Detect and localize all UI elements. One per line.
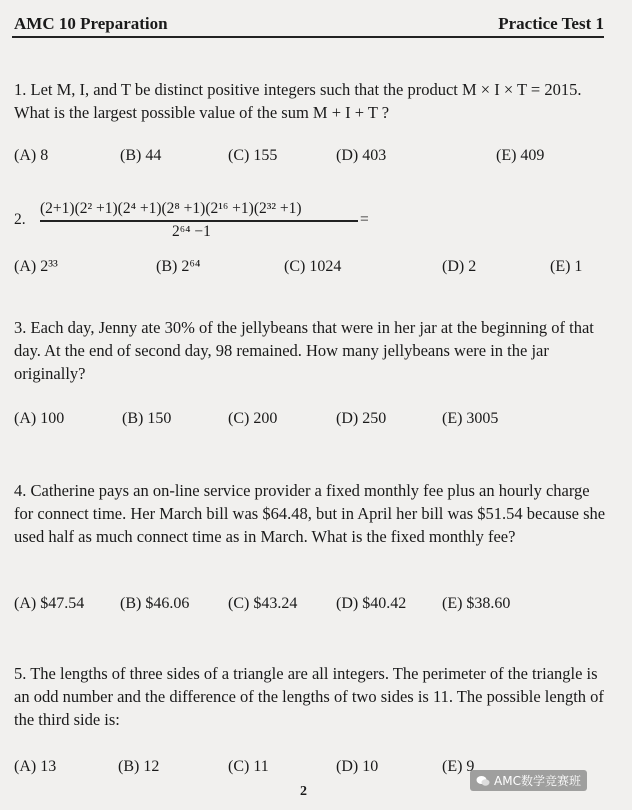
choice-c: (C) 1024 [284, 258, 342, 275]
choice-a: (A) 8 [14, 147, 49, 164]
choice-a: (A) 100 [14, 410, 65, 427]
choice-c: (C) 155 [228, 147, 278, 164]
question-3-text: 3. Each day, Jenny ate 30% of the jellybeans that were in her jar at the beginning of that day. At the end of second day, 98 remained. How many jellybeans were in the jar originally? [14, 318, 594, 383]
choice-b: (B) 2⁶⁴ [156, 258, 201, 275]
question-4-text: 4. Catherine pays an on-line service provider a fixed monthly fee plus an hourly charge for connect time. Her March bill was $64.48, but in April her bill was $51.54 because she used half as much connect time as in March. What is the fixed monthly fee? [14, 481, 606, 546]
choice-c: (C) 11 [228, 758, 269, 775]
question-3-choices [14, 410, 614, 434]
watermark-text: AMC数学竞赛班 [494, 774, 581, 788]
choice-d: (D) $40.42 [336, 595, 407, 612]
chat-bubble-icon [476, 775, 490, 787]
choice-b: (B) 150 [122, 410, 172, 427]
question-5-text: 5. The lengths of three sides of a triangle are all integers. The perimeter of the triangle is an odd number and the difference of the lengths of two sides is 11. The possible length of the third side is: [14, 664, 604, 729]
question-2-number: 2. [14, 211, 26, 228]
choice-a: (A) $47.54 [14, 595, 85, 612]
choice-c: (C) 200 [228, 410, 278, 427]
question-2-fraction [14, 198, 614, 246]
page-number: 2 [300, 784, 307, 799]
choice-b: (B) 44 [120, 147, 162, 164]
header-test-name: Practice Test 1 [498, 14, 604, 33]
choice-d: (D) 2 [442, 258, 477, 275]
fraction-bar [40, 220, 358, 222]
choice-a: (A) 2³³ [14, 258, 58, 275]
choice-b: (B) 12 [118, 758, 160, 775]
choice-d: (D) 250 [336, 410, 387, 427]
choice-e: (E) $38.60 [442, 595, 511, 612]
question-4-choices [14, 595, 614, 619]
choice-d: (D) 10 [336, 758, 379, 775]
choice-b: (B) $46.06 [120, 595, 190, 612]
choice-e: (E) 9 [442, 758, 475, 775]
question-1-choices [14, 147, 614, 171]
equals-sign: = [360, 211, 369, 228]
question-1-text: 1. Let M, I, and T be distinct positive integers such that the product M × I × T = 2015. What is the largest possible value of the sum M + I + T ? [14, 80, 582, 122]
page-header [0, 0, 632, 40]
choice-e: (E) 409 [496, 147, 545, 164]
choice-c: (C) $43.24 [228, 595, 298, 612]
header-title: AMC 10 Preparation [14, 14, 168, 33]
header-rule [12, 36, 604, 38]
question-2-choices [14, 258, 614, 282]
choice-d: (D) 403 [336, 147, 387, 164]
choice-a: (A) 13 [14, 758, 57, 775]
fraction-denominator: 2⁶⁴ −1 [172, 223, 211, 240]
fraction-numerator: (2+1)(2² +1)(2⁴ +1)(2⁸ +1)(2¹⁶ +1)(2³² +1) [40, 200, 302, 217]
choice-e: (E) 1 [550, 258, 583, 275]
watermark [470, 770, 587, 791]
choice-e: (E) 3005 [442, 410, 499, 427]
